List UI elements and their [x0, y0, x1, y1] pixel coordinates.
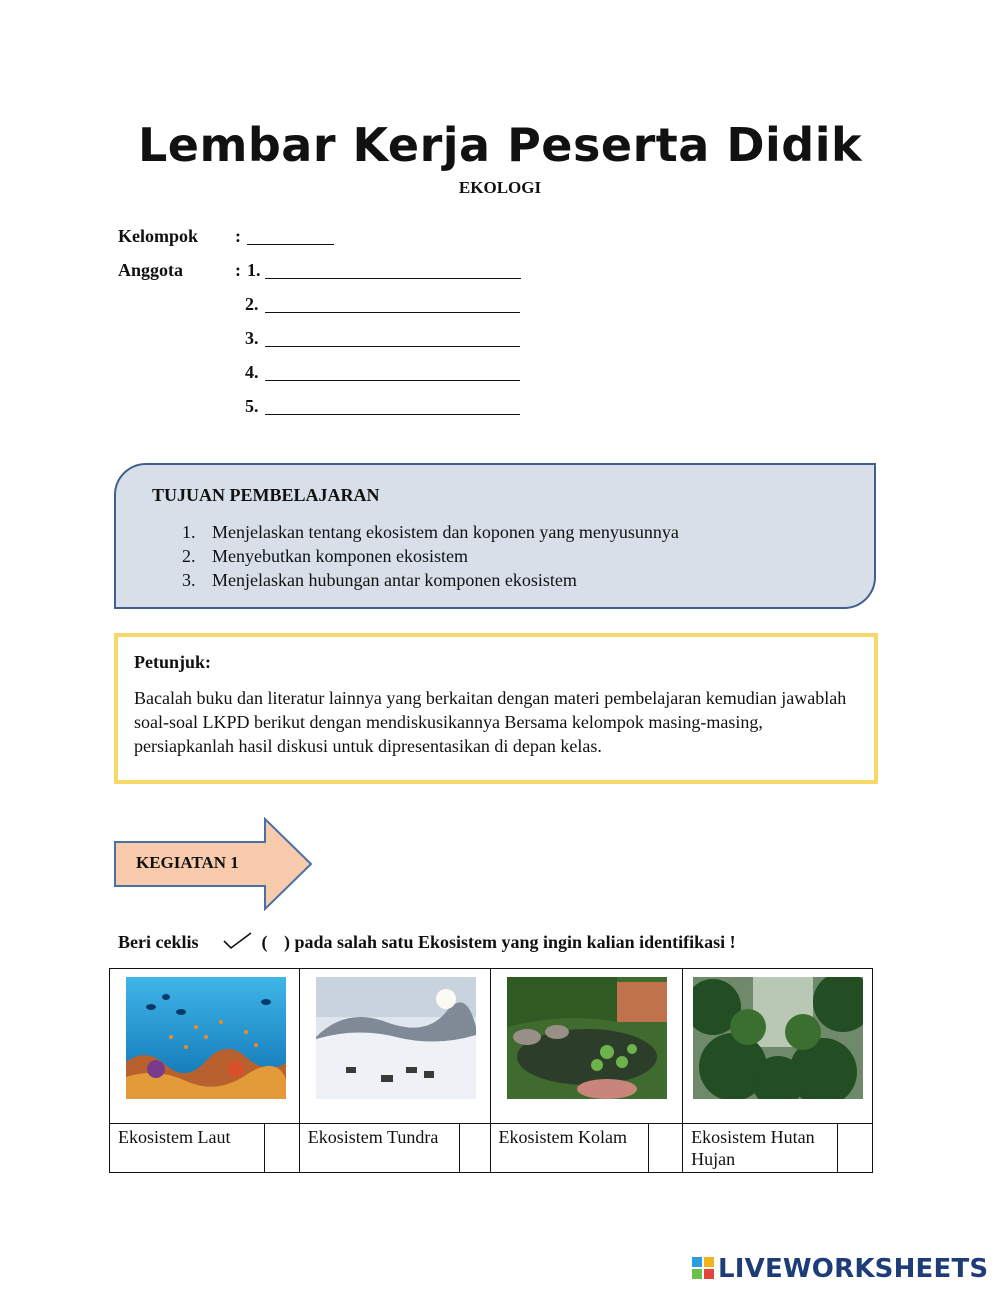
member-field-4[interactable] [265, 380, 520, 381]
objective-number: 2. [182, 546, 196, 566]
instruction-start: Beri ceklis [118, 932, 199, 952]
instructions-body: Bacalah buku dan literatur lainnya yang berkaitan dengan materi pembelajaran kemudian jawablah soal-soal LKPD berikut dengan mendiskusikannya Bersama kelompok masing-masing, persiapkanlah hasil diskusi untuk dipresentasikan di depan kelas. [134, 688, 847, 756]
logo-text: LIVEWORKSHEETS [718, 1254, 989, 1284]
logo-icon [692, 1257, 714, 1279]
checkbox-laut[interactable] [265, 1124, 300, 1173]
member-number-3: 3. [245, 328, 259, 348]
members-label: Anggota [118, 260, 184, 280]
ecosystem-name-hutan-hujan: Ekosistem Hutan Hujan [683, 1124, 838, 1173]
ecosystem-image-cell [110, 969, 300, 1124]
objective-number: 3. [182, 570, 196, 590]
rainforest-photo [693, 977, 863, 1099]
ecosystem-image-cell [490, 969, 683, 1124]
instruction-paren: ( [261, 932, 268, 952]
ecosystem-image-cell [299, 969, 490, 1124]
group-colon: : [235, 226, 241, 246]
checkbox-tundra[interactable] [459, 1124, 490, 1173]
page-subtitle: EKOLOGI [458, 178, 542, 197]
member-number-1: 1. [247, 260, 261, 280]
group-field[interactable] [247, 244, 334, 245]
objective-number: 1. [182, 522, 196, 542]
objective-item [182, 522, 679, 543]
pond-garden-photo [507, 977, 667, 1099]
objective-item [182, 546, 468, 567]
coral-reef-photo [126, 977, 286, 1099]
members-colon: : [235, 260, 241, 280]
ecosystem-name-kolam: Ekosistem Kolam [490, 1124, 648, 1173]
ecosystem-name-laut: Ekosistem Laut [110, 1124, 265, 1173]
member-field-2[interactable] [265, 312, 520, 313]
group-label: Kelompok [118, 226, 199, 246]
objective-text: Menjelaskan tentang ekosistem dan koponen yang menyusunnya [212, 522, 679, 542]
activity-instruction [118, 931, 736, 953]
member-number-2: 2. [245, 294, 259, 314]
ecosystem-image-cell [683, 969, 873, 1124]
instructions-heading: Petunjuk: [134, 652, 212, 672]
ecosystem-name-tundra: Ekosistem Tundra [299, 1124, 459, 1173]
member-number-4: 4. [245, 362, 259, 382]
member-number-5: 5. [245, 396, 259, 416]
member-field-5[interactable] [265, 414, 520, 415]
ecosystem-table [109, 968, 873, 1173]
checkmark-icon [221, 931, 255, 951]
page-title: Lembar Kerja Peserta Didik [137, 118, 863, 172]
objective-text: Menjelaskan hubungan antar komponen ekosistem [212, 570, 577, 590]
liveworksheets-logo [692, 1254, 988, 1284]
member-field-1[interactable] [265, 278, 521, 279]
member-field-3[interactable] [265, 346, 520, 347]
objective-item [182, 570, 577, 591]
objective-text: Menyebutkan komponen ekosistem [212, 546, 468, 566]
activity-label: KEGIATAN 1 [136, 853, 239, 872]
instruction-end: ) pada salah satu Ekosistem yang ingin kalian identifikasi ! [283, 932, 736, 952]
checkbox-kolam[interactable] [648, 1124, 683, 1173]
tundra-reindeer-photo [316, 977, 476, 1099]
checkbox-hutan-hujan[interactable] [838, 1124, 873, 1173]
objectives-heading: TUJUAN PEMBELAJARAN [152, 485, 380, 505]
